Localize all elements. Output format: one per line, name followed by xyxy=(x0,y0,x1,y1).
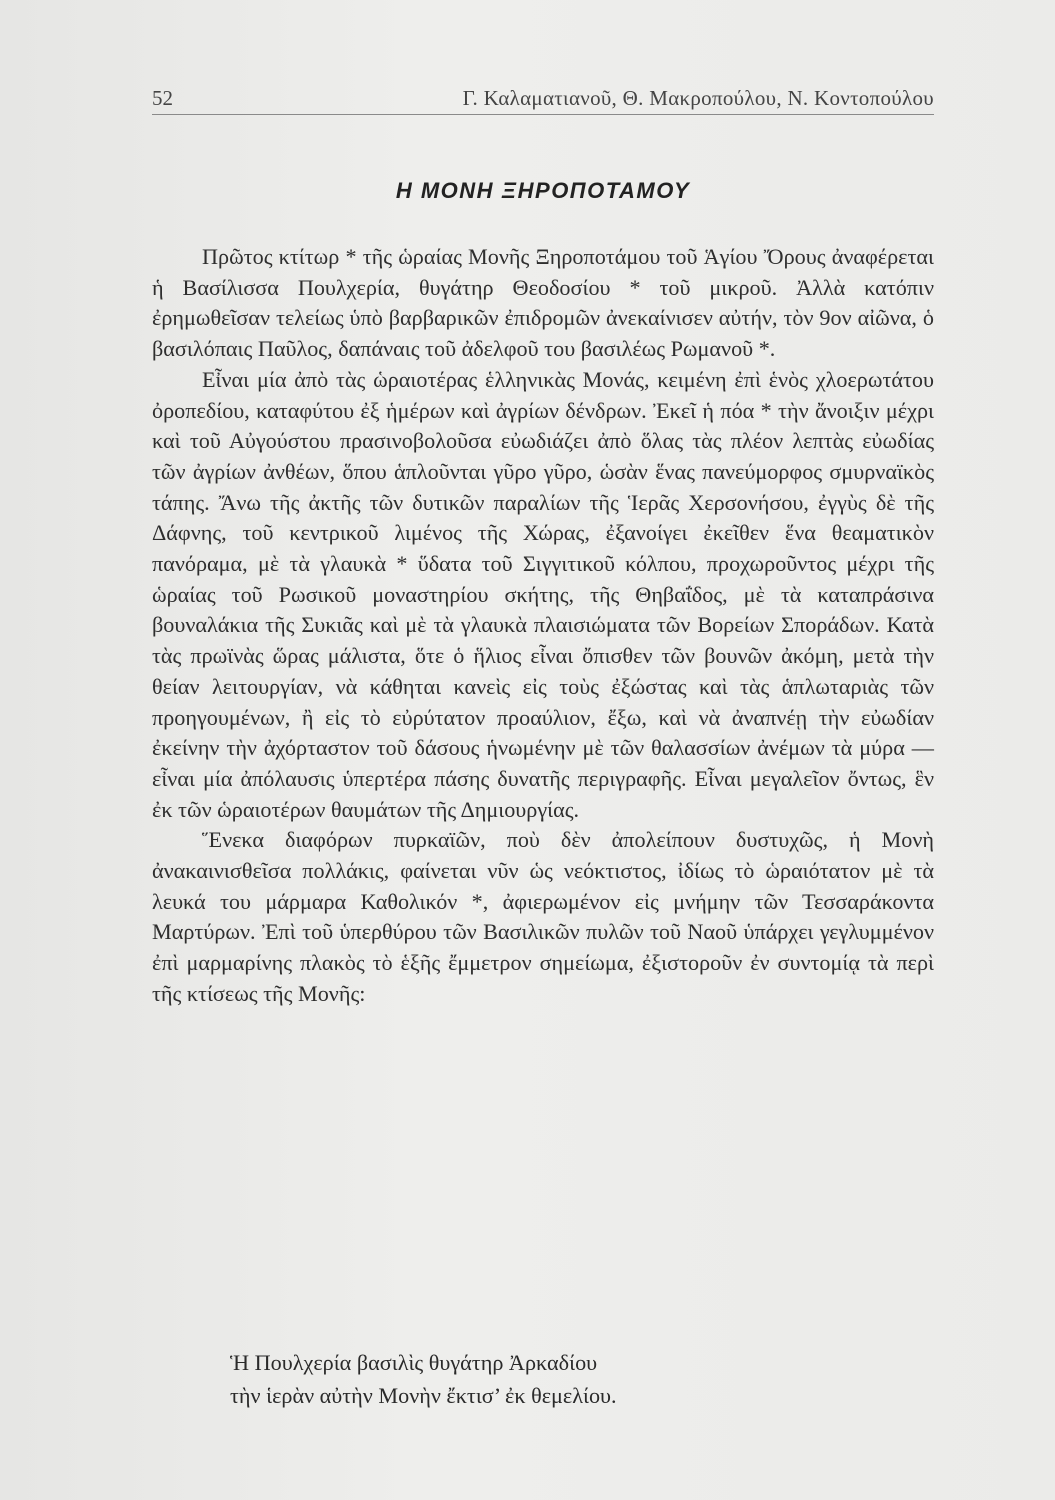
inscription-line-1: Ἡ Πουλχερία βασιλὶς θυγάτηρ Ἀρκαδίου xyxy=(230,1350,598,1375)
chapter-title: Η ΜΟΝΗ ΞΗΡΟΠΟΤΑΜΟΥ xyxy=(395,178,691,203)
body-text xyxy=(152,242,934,1010)
paragraph-1: Πρῶτος κτίτωρ * τῆς ὡραίας Μονῆς Ξηροποτάμου τοῦ Ἁγίου Ὄρους ἀναφέρεται ἡ Βασίλισσα Πουλχερία, θυγάτηρ Θεοδοσίου * τοῦ μικροῦ. Ἀλλὰ κατόπιν ἐρημωθεῖσαν τελείως ὑπὸ βαρβαρικῶν ἐπιδρομῶν ἀνεκαίνισεν αὐτήν, τὸν 9ον αἰῶνα, ὁ βασιλόπαις Παῦλος, δαπάναις τοῦ ἀδελφοῦ του βασιλέως Ρωμανοῦ *. xyxy=(152,244,934,362)
inscription-quote xyxy=(230,1346,850,1412)
paragraph-3: Ἕνεκα διαφόρων πυρκαϊῶν, ποὺ δὲν ἀπολείπουν δυστυχῶς, ἡ Μονὴ ἀνακαινισθεῖσα πολλάκις, φαίνεται νῦν ὡς νεόκτιστος, ἰδίως τὸ ὡραιότατον μὲ τὰ λευκά του μάρμαρα Καθολικόν *, ἀφιερωμένον εἰς μνήμην τῶν Τεσσαράκοντα Μαρτύρων. Ἐπὶ τοῦ ὑπερθύρου τῶν Βασιλικῶν πυλῶν τοῦ Ναοῦ ὑπάρχει γεγλυμμένον ἐπὶ μαρμαρίνης πλακὸς τὸ ἑξῆς ἔμμετρον σημείωμα, ἐξιστοροῦν ἐν συντομίᾳ τὰ περὶ τῆς κτίσεως τῆς Μονῆς: xyxy=(152,827,934,1006)
paragraph-2: Εἶναι μία ἀπὸ τὰς ὡραιοτέρας ἑλληνικὰς Μονάς, κειμένη ἐπὶ ἑνὸς χλοερωτάτου ὀροπεδίου, καταφύτου ἐξ ἡμέρων καὶ ἀγρίων δένδρων. Ἐκεῖ ἡ πόα * τὴν ἄνοιξιν μέχρι καὶ τοῦ Αὐγούστου πρασινοβολοῦσα εὐωδιάζει ἀπὸ ὅλας τὰς πλέον λεπτὰς εὐωδίας τῶν ἀγρίων ἀνθέων, ὅπου ἁπλοῦνται γῦρο γῦρο, ὡσὰν ἕνας πανεύμορφος σμυρναϊκὸς τάπης. Ἄνω τῆς ἀκτῆς τῶν δυτικῶν παραλίων τῆς Ἱερᾶς Χερσονήσου, ἐγγὺς δὲ τῆς Δάφνης, τοῦ κεντρικοῦ λιμένος τῆς Χώρας, ἐξανοίγει ἐκεῖθεν ἕνα θεαματικὸν πανόραμα, μὲ τὰ γλαυκὰ * ὕδατα τοῦ Σιγγιτικοῦ κόλπου, προχωροῦντος μέχρι τῆς ὡραίας τοῦ Ρωσικοῦ μοναστηρίου σκήτης, τῆς Θηβαΐδος, μὲ τὰ καταπράσινα βουναλάκια τῆς Συκιᾶς καὶ μὲ τὰ γλαυκὰ πλαισιώματα τῶν Βορείων Σποράδων. Κατὰ τὰς πρωϊνὰς ὥρας μάλιστα, ὅτε ὁ ἥλιος εἶναι ὄπισθεν τῶν βουνῶν ἀκόμη, μετὰ τὴν θείαν λειτουργίαν, νὰ κάθηται κανεὶς εἰς τοὺς ἐξώστας καὶ τὰς ἁπλωταριὰς τῶν προηγουμένων, ἢ εἰς τὸ εὐρύτατον προαύλιον, ἔξω, καὶ νὰ ἀναπνέῃ τὴν εὐωδίαν ἐκείνην τὴν ἀχόρταστον τοῦ δάσους ἡνωμένην μὲ τῶν θαλασσίων ἀνέμων τὰ μύρα — εἶναι μία ἀπόλαυσις ὑπερτέρα πάσης δυνατῆς περιγραφῆς. Εἶναι μεγαλεῖον ὄντως, ἓν ἐκ τῶν ὡραιοτέρων θαυμάτων τῆς Δημιουργίας. xyxy=(152,366,934,822)
running-header xyxy=(152,84,934,115)
page-number: 52 xyxy=(152,86,173,110)
inscription-line-2: τὴν ἱερὰν αὐτὴν Μονὴν ἔκτισ’ ἐκ θεμελίου. xyxy=(230,1383,617,1408)
header-authors: Γ. Καλαματιανοῦ, Θ. Μακροπούλου, Ν. Κοντοπούλου xyxy=(462,86,934,110)
